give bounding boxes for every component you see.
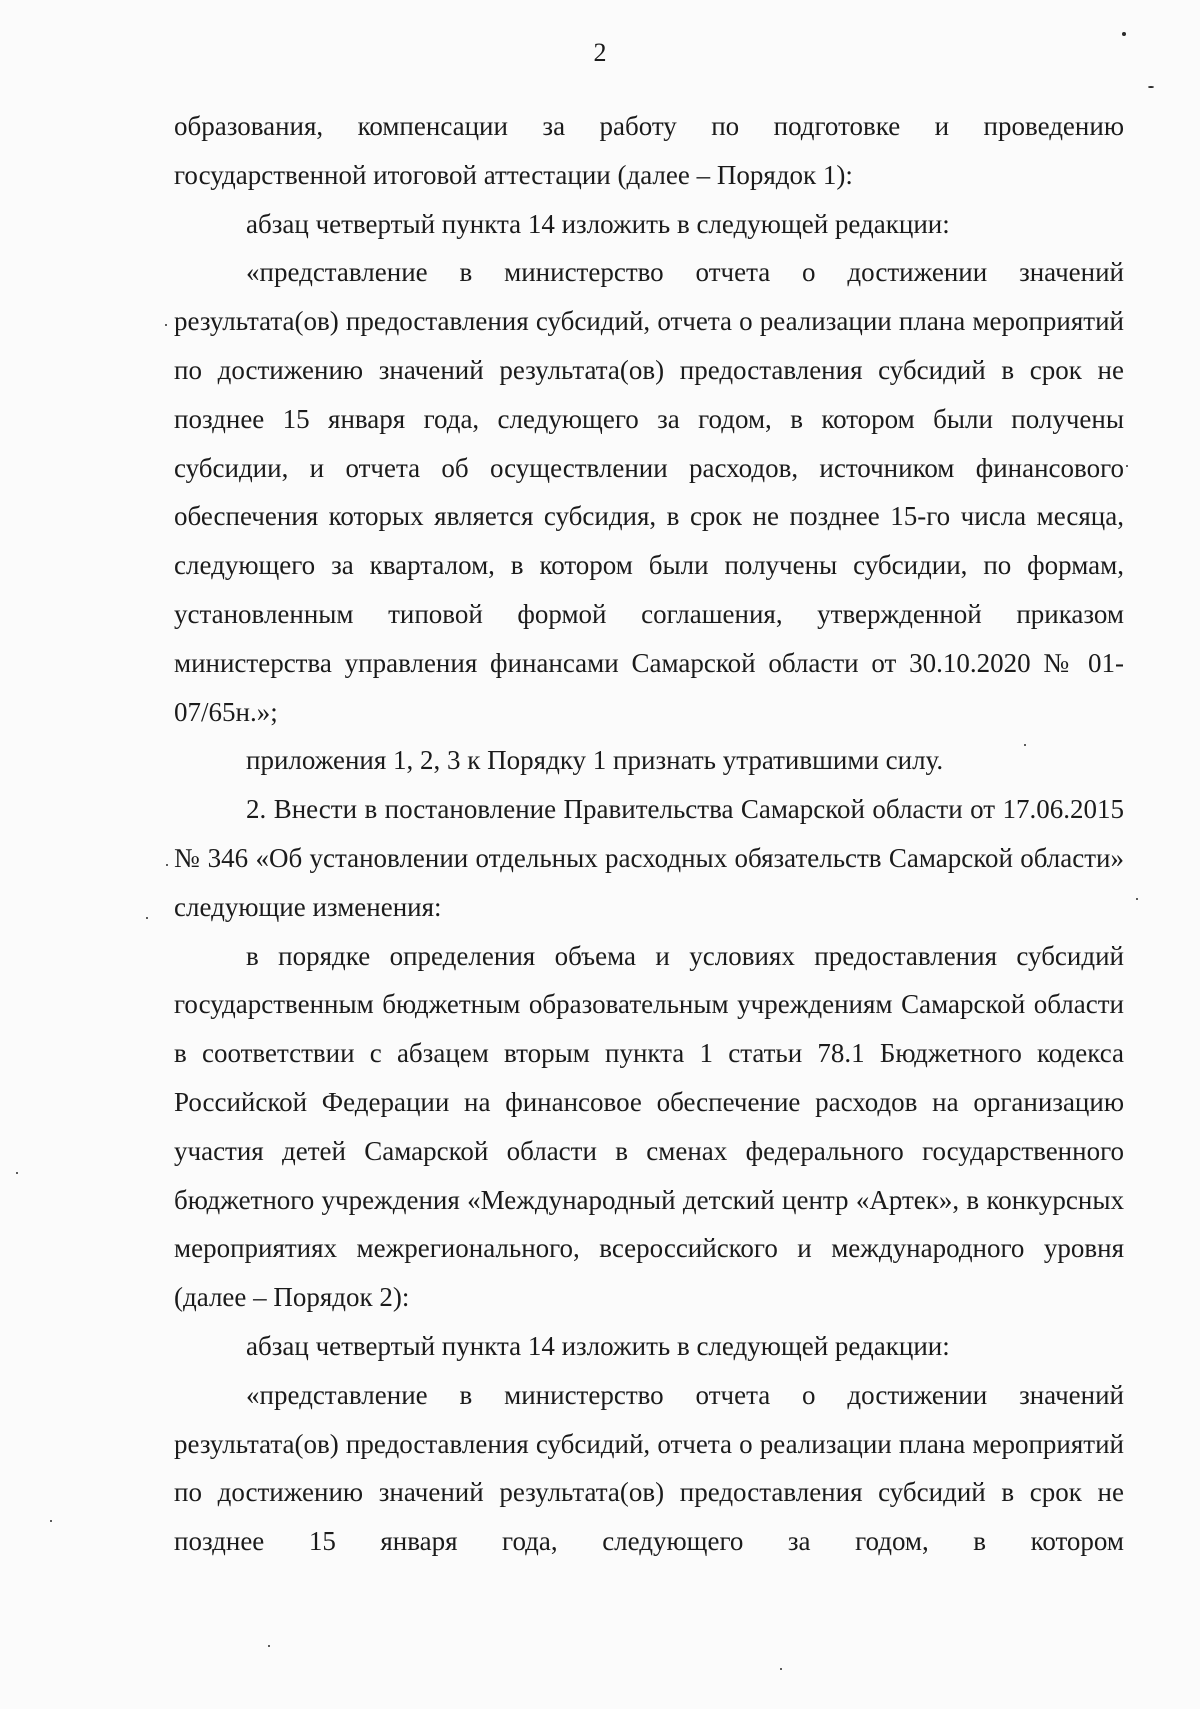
page-number: 2: [593, 38, 607, 67]
paragraph-annexes-void: приложения 1, 2, 3 к Порядку 1 признать утратившими силу.: [246, 745, 944, 776]
paragraph-amendment-intro-2: абзац четвертый пункта 14 изложить в следующей редакции:: [246, 1330, 950, 1361]
paragraph-continuation: образования, компенсации за работу по подготовке и проведению государственной итоговой аттестации (далее – Порядок 1):: [174, 111, 1124, 190]
paragraph-item-2: 2. Внести в постановление Правительства Самарской области от 17.06.2015 № 346 «Об установлении отдельных расходных обязательств Самарской области» следующие изменения:: [174, 794, 1124, 922]
scan-speck: [268, 1645, 270, 1647]
scan-speck: [1024, 744, 1026, 746]
scan-speck: [780, 1668, 782, 1670]
paragraph-amendment-text-1: «представление в министерство отчета о достижении значений результата(ов) предоставления субсидий, отчета о реализации плана мероприятий по достижению значений результата(ов) предоставления субсидий в срок не позднее 15 января года, следующего за годом, в котором были получены субсидии, и отчета об осуществлении расходов, источником финансового обеспечения которых является субсидия, в срок не позднее 15-го числа месяца, следующего за кварталом, в котором были получены субсидии, по формам, установленным типовой формой соглашения, утвержденной приказом министерства управления финансами Самарской области от 30.10.2020 № 01-07/65н.»;: [174, 257, 1124, 727]
scan-speck: [1122, 32, 1126, 36]
paragraph-procedure-2: в порядке определения объема и условиях предоставления субсидий государственным бюджетным образовательным учреждениям Самарской области в соответствии с абзацем вторым пункта 1 статьи 78.1 Бюджетного кодекса Российской Федерации на финансовое обеспечение расходов на организацию участия детей Самарской области в сменах федерального государственного бюджетного учреждения «Международный детский центр «Артек», в конкурсных мероприятиях межрегионального, всероссийского и международного уровня (далее – Порядок 2):: [174, 940, 1124, 1313]
paragraph-amendment-text-2: «представление в министерство отчета о достижении значений результата(ов) предоставления субсидий, отчета о реализации плана мероприятий по достижению значений результата(ов) предоставления субсидий в срок не позднее 15 января года, следующего за годом, в котором: [174, 1379, 1124, 1557]
scan-speck: [165, 324, 167, 326]
scan-speck: [50, 1520, 52, 1522]
scan-speck: [166, 864, 168, 866]
scan-speck: [16, 1172, 18, 1174]
scan-speck: [1148, 86, 1154, 88]
scan-speck: [1136, 898, 1138, 900]
document-body: [174, 102, 1124, 1566]
scan-speck: [1126, 465, 1128, 467]
scan-speck: [146, 917, 148, 919]
paragraph-amendment-intro-1: абзац четвертый пункта 14 изложить в следующей редакции:: [246, 208, 950, 239]
